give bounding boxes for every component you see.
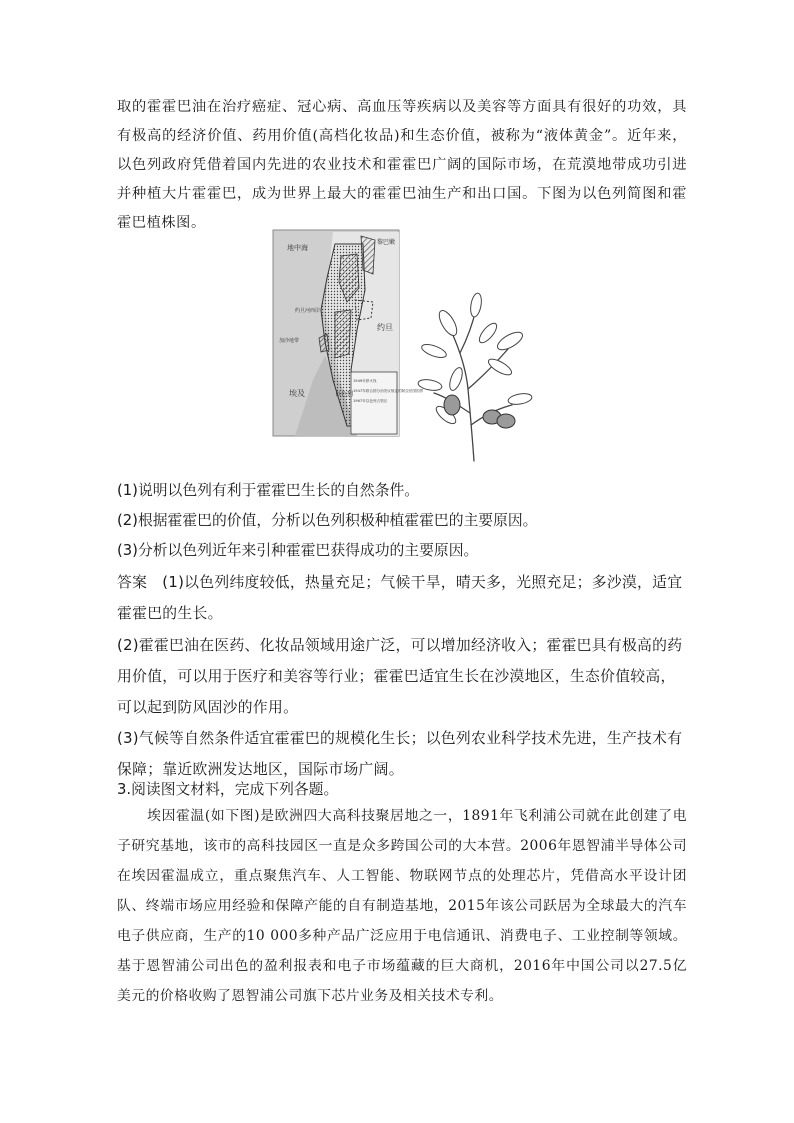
answer-3: (3)气候等自然条件适宜霍霍巴的规模化生长；以色列农业科学技术先进，生产技术有保障；靠近欧洲发达地区，国际市场广阔。 (117, 730, 683, 778)
question-2: (2)根据霍霍巴的价值，分析以色列积极种植霍霍巴的主要原因。 (117, 512, 538, 529)
map-legend-item-2: 1947年联合国分治决议规定的阿拉伯国国界 (353, 389, 424, 393)
intro-paragraph: 取的霍霍巴油在治疗癌症、冠心病、高血压等疾病以及美容等方面具有很好的功效，具有极高的经济价值、药用价值(高档化妆品)和生态价值，被称为“液体黄金”。近年来，以色列政府凭借着国内先进的农业技术和霍霍巴广阔的国际市场，在荒漠地带成功引进并种植大片霍霍巴，成为世界上最大的霍霍巴油生产和出口国。下图为以色列简图和霍霍巴植株图。 (117, 99, 687, 231)
question-1: (1)说明以色列有利于霍霍巴生长的自然条件。 (117, 482, 420, 499)
map-label-israel: 以色列 (335, 391, 354, 398)
question-3: (3)分析以色列近年来引种霍霍巴获得成功的主要原因。 (117, 542, 479, 559)
map-label-sea: 地中海 (287, 244, 308, 252)
map-label-jordan-river: 约旦河西岸 (295, 308, 321, 314)
map-label-jordan: 约旦 (377, 323, 393, 332)
map-label-lebanon: 黎巴嫩 (377, 239, 396, 246)
map-label-egypt: 埃及 (289, 389, 305, 398)
map-label-gaza: 加沙地带 (279, 338, 300, 344)
map-legend-item-3: 1967年以色列占领区 (353, 399, 388, 403)
section-3-heading: 3.阅读图文材料，完成下列各题。 (117, 781, 339, 798)
section-3-text: 埃因霍温(如下图)是欧洲四大高科技聚居地之一，1891年飞利浦公司就在此创建了电子研究基地，该市的高科技园区一直是众多跨国公司的大本营。2006年恩智浦半导体公司在埃因霍温成立，重点聚焦汽车、人工智能、物联网节点的处理芯片，凭借高水平设计团队、终端市场应用经验和保障产能的自有制造基地，2015年该公司跃居为全球最大的汽车电子供应商，生产的10 000多种产品广泛应用于电信通讯、消费电子、工业控制等领域。基于恩智浦公司出色的盈利报表和电子市场蕴藏的巨大商机，2016年中国公司以27.5亿美元的价格收购了恩智浦公司旗下芯片业务及相关技术专利。 (117, 808, 687, 1004)
israel-map-image (273, 230, 424, 436)
figure-israel-jojoba (273, 228, 543, 468)
section-3-paragraph (117, 801, 687, 1011)
answer-2: (2)霍霍巴油在医药、化妆品领域用途广泛，可以增加经济收入；霍霍巴具有极高的药用价值，可以用于医疗和美容等行业；霍霍巴适宜生长在沙漠地区，生态价值较高，可以起到防风固沙的作用。 (117, 637, 683, 716)
answer-1: 答案 (1)以色列纬度较低，热量充足；气候干旱，晴天多，光照充足；多沙漠，适宜霍霍巴的生长。 (117, 574, 683, 622)
map-legend-item-1: 1949年停火线 (353, 379, 377, 383)
jojoba-plant-image (416, 293, 534, 463)
